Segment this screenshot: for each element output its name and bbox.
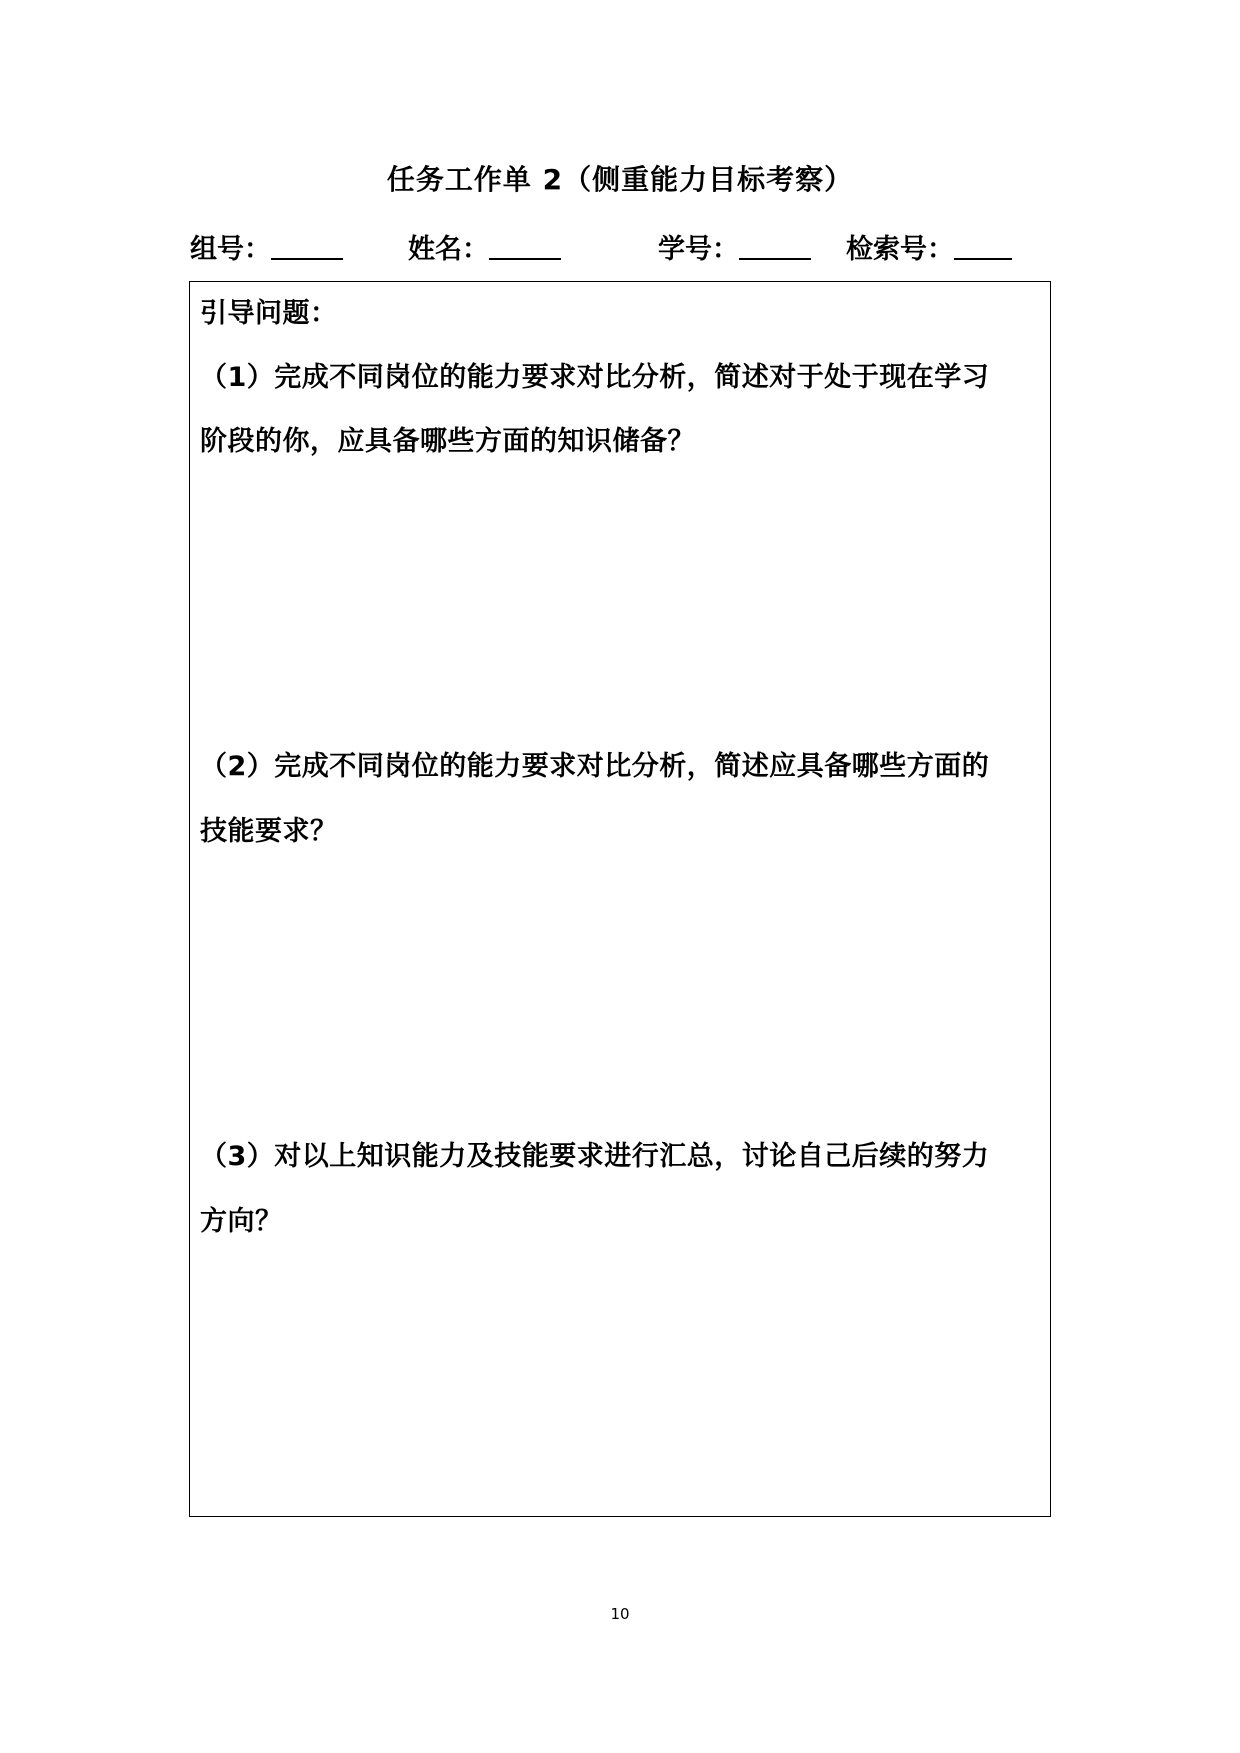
question-2-line-2: 技能要求？ <box>200 816 338 847</box>
name-blank[interactable] <box>489 228 561 260</box>
index-field <box>846 228 1012 272</box>
question-1-line-2: 阶段的你，应具备哪些方面的知识储备？ <box>200 426 695 457</box>
info-row <box>190 228 1050 272</box>
group-field <box>190 228 343 272</box>
student-id-blank[interactable] <box>739 228 811 260</box>
answer-area-3[interactable] <box>200 1250 1040 1505</box>
intro-heading: 引导问题： <box>200 298 338 329</box>
name-label: 姓名： <box>408 234 489 265</box>
index-label: 检索号： <box>846 234 954 265</box>
question-3-line-2: 方向？ <box>200 1206 283 1237</box>
student-id-label: 学号： <box>658 234 739 265</box>
page-number: 10 <box>610 1605 630 1623</box>
index-blank[interactable] <box>954 228 1012 260</box>
name-field <box>408 228 561 272</box>
group-blank[interactable] <box>271 228 343 260</box>
question-2-line-1: （2）完成不同岗位的能力要求对比分析，简述应具备哪些方面的 <box>200 751 990 782</box>
answer-area-1[interactable] <box>200 470 1040 740</box>
group-label: 组号： <box>190 234 271 265</box>
student-id-field <box>658 228 811 272</box>
answer-area-2[interactable] <box>200 860 1040 1130</box>
question-1-line-1: （1）完成不同岗位的能力要求对比分析，简述对于处于现在学习 <box>200 362 990 393</box>
question-3-line-1: （3）对以上知识能力及技能要求进行汇总，讨论自己后续的努力 <box>200 1141 990 1172</box>
page-title: 任务工作单 2（侧重能力目标考察） <box>386 163 854 196</box>
